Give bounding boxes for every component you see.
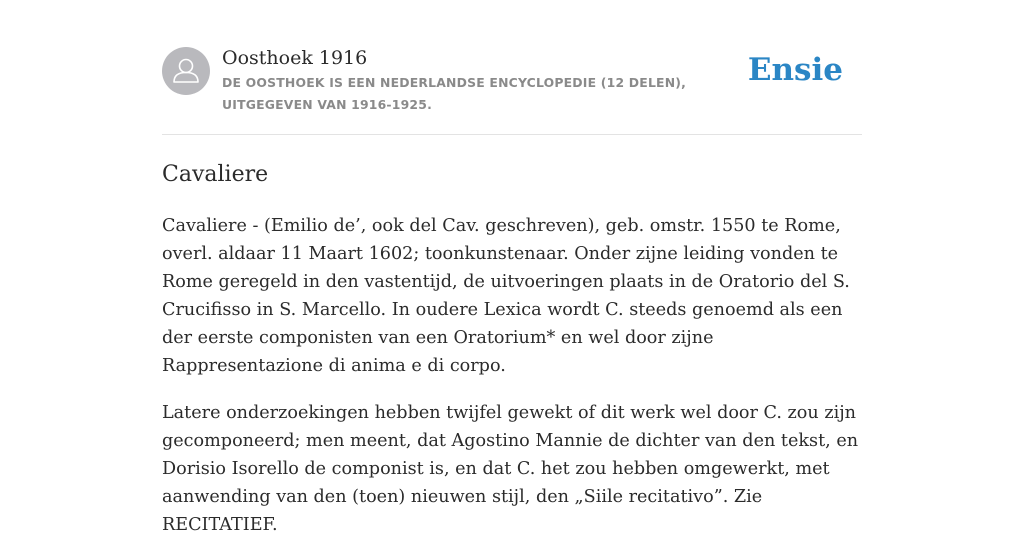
ensie-logo[interactable]: Ensie xyxy=(747,52,843,88)
source-title[interactable]: Oosthoek 1916 xyxy=(222,47,368,69)
avatar[interactable] xyxy=(162,47,210,95)
article-paragraph: Latere onderzoekingen hebben twijfel gewekt of dit werk wel door C. zou zijn gecomponeerd; men meent, dat Agostino Mannie de dichter van den tekst, en Dorisio Isorello de componist is, en dat C. het zou hebben omgewerkt, met aanwending van den (toen) nieuwen stijl, den „Siile recitativo”. Zie RECITATIEF. xyxy=(162,403,859,535)
source-description: DE OOSTHOEK IS EEN NEDERLANDSE ENCYCLOPEDIE (12 DELEN), UITGEGEVEN VAN 1916-1925. xyxy=(222,75,687,112)
source-header xyxy=(162,44,862,135)
article-title: Cavaliere xyxy=(162,162,269,187)
article-paragraph: Cavaliere - (Emilio de’, ook del Cav. geschreven), geb. omstr. 1550 te Rome, overl. aldaar 11 Maart 1602; toonkunstenaar. Onder zijne leiding vonden te Rome geregeld in den vastentijd, de uitvoeringen plaats in de Oratorio del S. Crucifisso in S. Marcello. In oudere Lexica wordt C. steeds genoemd als een der eerste componisten van een Oratorium* en wel door zijne Rappresentazione di anima e di corpo. xyxy=(162,216,850,376)
article-body xyxy=(162,212,867,558)
user-silhouette-icon xyxy=(162,47,210,95)
